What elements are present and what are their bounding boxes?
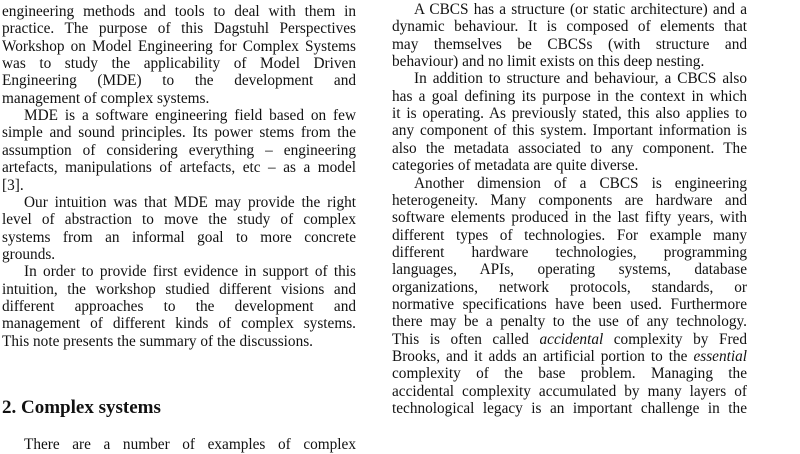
text-line: level of abstraction to move the study of complex xyxy=(2,211,356,229)
text-line: it is operating. As previously stated, this also applies to xyxy=(392,105,747,123)
text-line: Workshop on Model Engineering for Complex Systems xyxy=(2,37,356,55)
text-span: complexity by Fred xyxy=(603,330,747,348)
text-line: management of complex systems. xyxy=(2,89,210,107)
text-line: Our intuition was that MDE may provide the right xyxy=(24,193,356,211)
text-line: dynamic behaviour. It is composed of elements that xyxy=(392,18,747,36)
text-line: [3]. xyxy=(2,176,24,194)
text-line: categories of metadata are quite diverse. xyxy=(392,157,639,175)
text-line: Another dimension of a CBCS is engineering xyxy=(414,174,747,192)
text-line: has a goal defining its purpose in the context in which xyxy=(392,87,747,105)
text-line: simple and sound principles. Its power stems from the xyxy=(2,124,356,142)
text-line: complexity of the base problem. Managing the xyxy=(392,365,747,383)
text-line: technological legacy is an important challenge in the xyxy=(392,400,747,418)
text-line: A CBCS has a structure (or static architecture) and a xyxy=(414,1,747,18)
text-line: engineering methods and tools to deal with them in xyxy=(2,3,356,20)
text-line xyxy=(392,331,747,349)
italic-term: essential xyxy=(693,348,747,365)
text-line: there may be a penalty to the use of any technology. xyxy=(392,313,747,331)
text-line: organizations, network protocols, standards, or xyxy=(392,278,747,296)
text-line: There are a number of examples of complex xyxy=(24,436,356,453)
text-line xyxy=(392,348,747,366)
text-line: Engineering (MDE) to the development and xyxy=(2,72,356,90)
text-line: In order to provide first evidence in support of this xyxy=(24,263,356,281)
text-line: software elements produced in the last fifty years, with xyxy=(392,209,747,227)
italic-term: accidental xyxy=(539,330,604,348)
text-line: assumption of considering everything – engineering xyxy=(2,141,356,159)
text-span: This is often called xyxy=(392,330,540,348)
text-line: different hardware technologies, programming xyxy=(392,243,747,261)
text-line: normative specifications have been used. Furthermore xyxy=(392,295,747,313)
text-line: In addition to structure and behaviour, a CBCS also xyxy=(414,70,747,88)
text-line: management of different kinds of complex systems. xyxy=(2,315,356,333)
text-line: grounds. xyxy=(2,245,56,263)
text-line: heterogeneity. Many components are hardware and xyxy=(392,191,747,209)
text-line: was to study the applicability of Model Driven xyxy=(2,55,356,73)
text-line: different types of technologies. For example many xyxy=(392,226,747,244)
text-line: intuition, the workshop studied different visions and xyxy=(2,280,356,298)
text-line: accidental complexity accumulated by many layers of xyxy=(392,382,747,400)
text-line: systems from an informal goal to more concrete xyxy=(2,228,356,246)
text-line: also the metadata associated to any component. The xyxy=(392,139,747,157)
text-line: any component of this system. Important information is xyxy=(392,122,747,140)
text-span: Brooks, and it adds an artificial portion to the xyxy=(392,348,694,365)
text-line: practice. The purpose of this Dagstuhl Perspectives xyxy=(2,20,356,38)
text-line: different approaches to the development and xyxy=(2,297,356,315)
section-heading: 2. Complex systems xyxy=(2,397,161,418)
text-line: languages, APIs, operating systems, database xyxy=(392,261,747,279)
text-line: may themselves be CBCSs (with structure and xyxy=(392,35,747,53)
text-line: behaviour) and no limit exists on this deep nesting. xyxy=(392,53,705,71)
text-line: artefacts, manipulations of artefacts, etc – as a model xyxy=(2,159,356,177)
text-line: This note presents the summary of the discussions. xyxy=(2,332,313,350)
text-line: MDE is a software engineering field based on few xyxy=(24,107,356,125)
